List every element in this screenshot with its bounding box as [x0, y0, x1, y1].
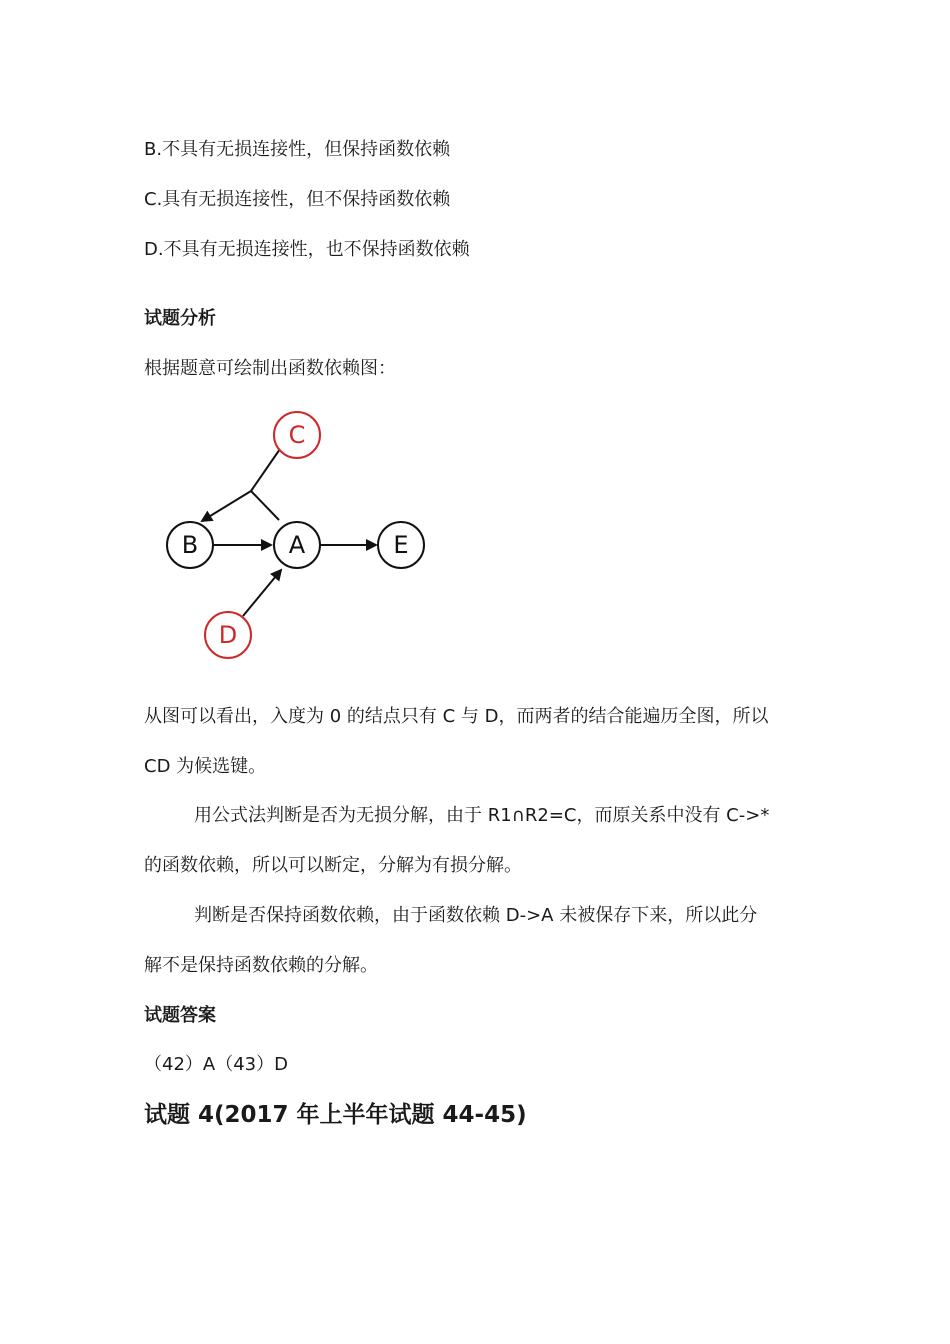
analysis-para3-line2: 解不是保持函数依赖的分解。: [144, 955, 378, 976]
analysis-heading: 试题分析: [144, 308, 216, 329]
analysis-para2-line2: 的函数依赖，所以可以断定，分解为有损分解。: [144, 855, 522, 876]
analysis-para1-line2: CD 为候选键。: [144, 756, 267, 777]
analysis-intro: 根据题意可绘制出函数依赖图：: [144, 358, 396, 379]
option-c: C.具有无损连接性，但不保持函数依赖: [144, 189, 451, 210]
edge-d-to-a: [243, 570, 281, 616]
analysis-para2-line1: 用公式法判断是否为无损分解，由于 R1∩R2=C，而原关系中没有 C->*: [194, 805, 770, 826]
edge-c-junction: [251, 449, 280, 491]
node-b-label: B: [181, 531, 199, 559]
answer-text: （42）A（43）D: [144, 1054, 288, 1075]
edge-c-to-a: [251, 491, 279, 520]
option-d: D.不具有无损连接性，也不保持函数依赖: [144, 239, 470, 260]
analysis-para3-line1: 判断是否保持函数依赖，由于函数依赖 D->A 未被保存下来，所以此分: [194, 905, 758, 926]
node-e: [378, 522, 424, 568]
next-section-title: 试题 4(2017 年上半年试题 44-45): [144, 1102, 527, 1128]
node-b: [167, 522, 213, 568]
node-a: [274, 522, 320, 568]
option-b: B.不具有无损连接性，但保持函数依赖: [144, 139, 451, 160]
node-d: [205, 612, 251, 658]
dependency-graph: [150, 400, 440, 670]
edge-c-to-b: [202, 491, 251, 521]
analysis-para1-line1: 从图可以看出，入度为 0 的结点只有 C 与 D，而两者的结合能遍历全图，所以: [144, 706, 769, 727]
answer-heading: 试题答案: [144, 1005, 216, 1026]
node-a-label: A: [288, 531, 306, 559]
node-c-label: C: [288, 421, 306, 449]
node-d-label: D: [218, 621, 238, 649]
node-c: [274, 412, 320, 458]
node-e-label: E: [393, 531, 409, 559]
